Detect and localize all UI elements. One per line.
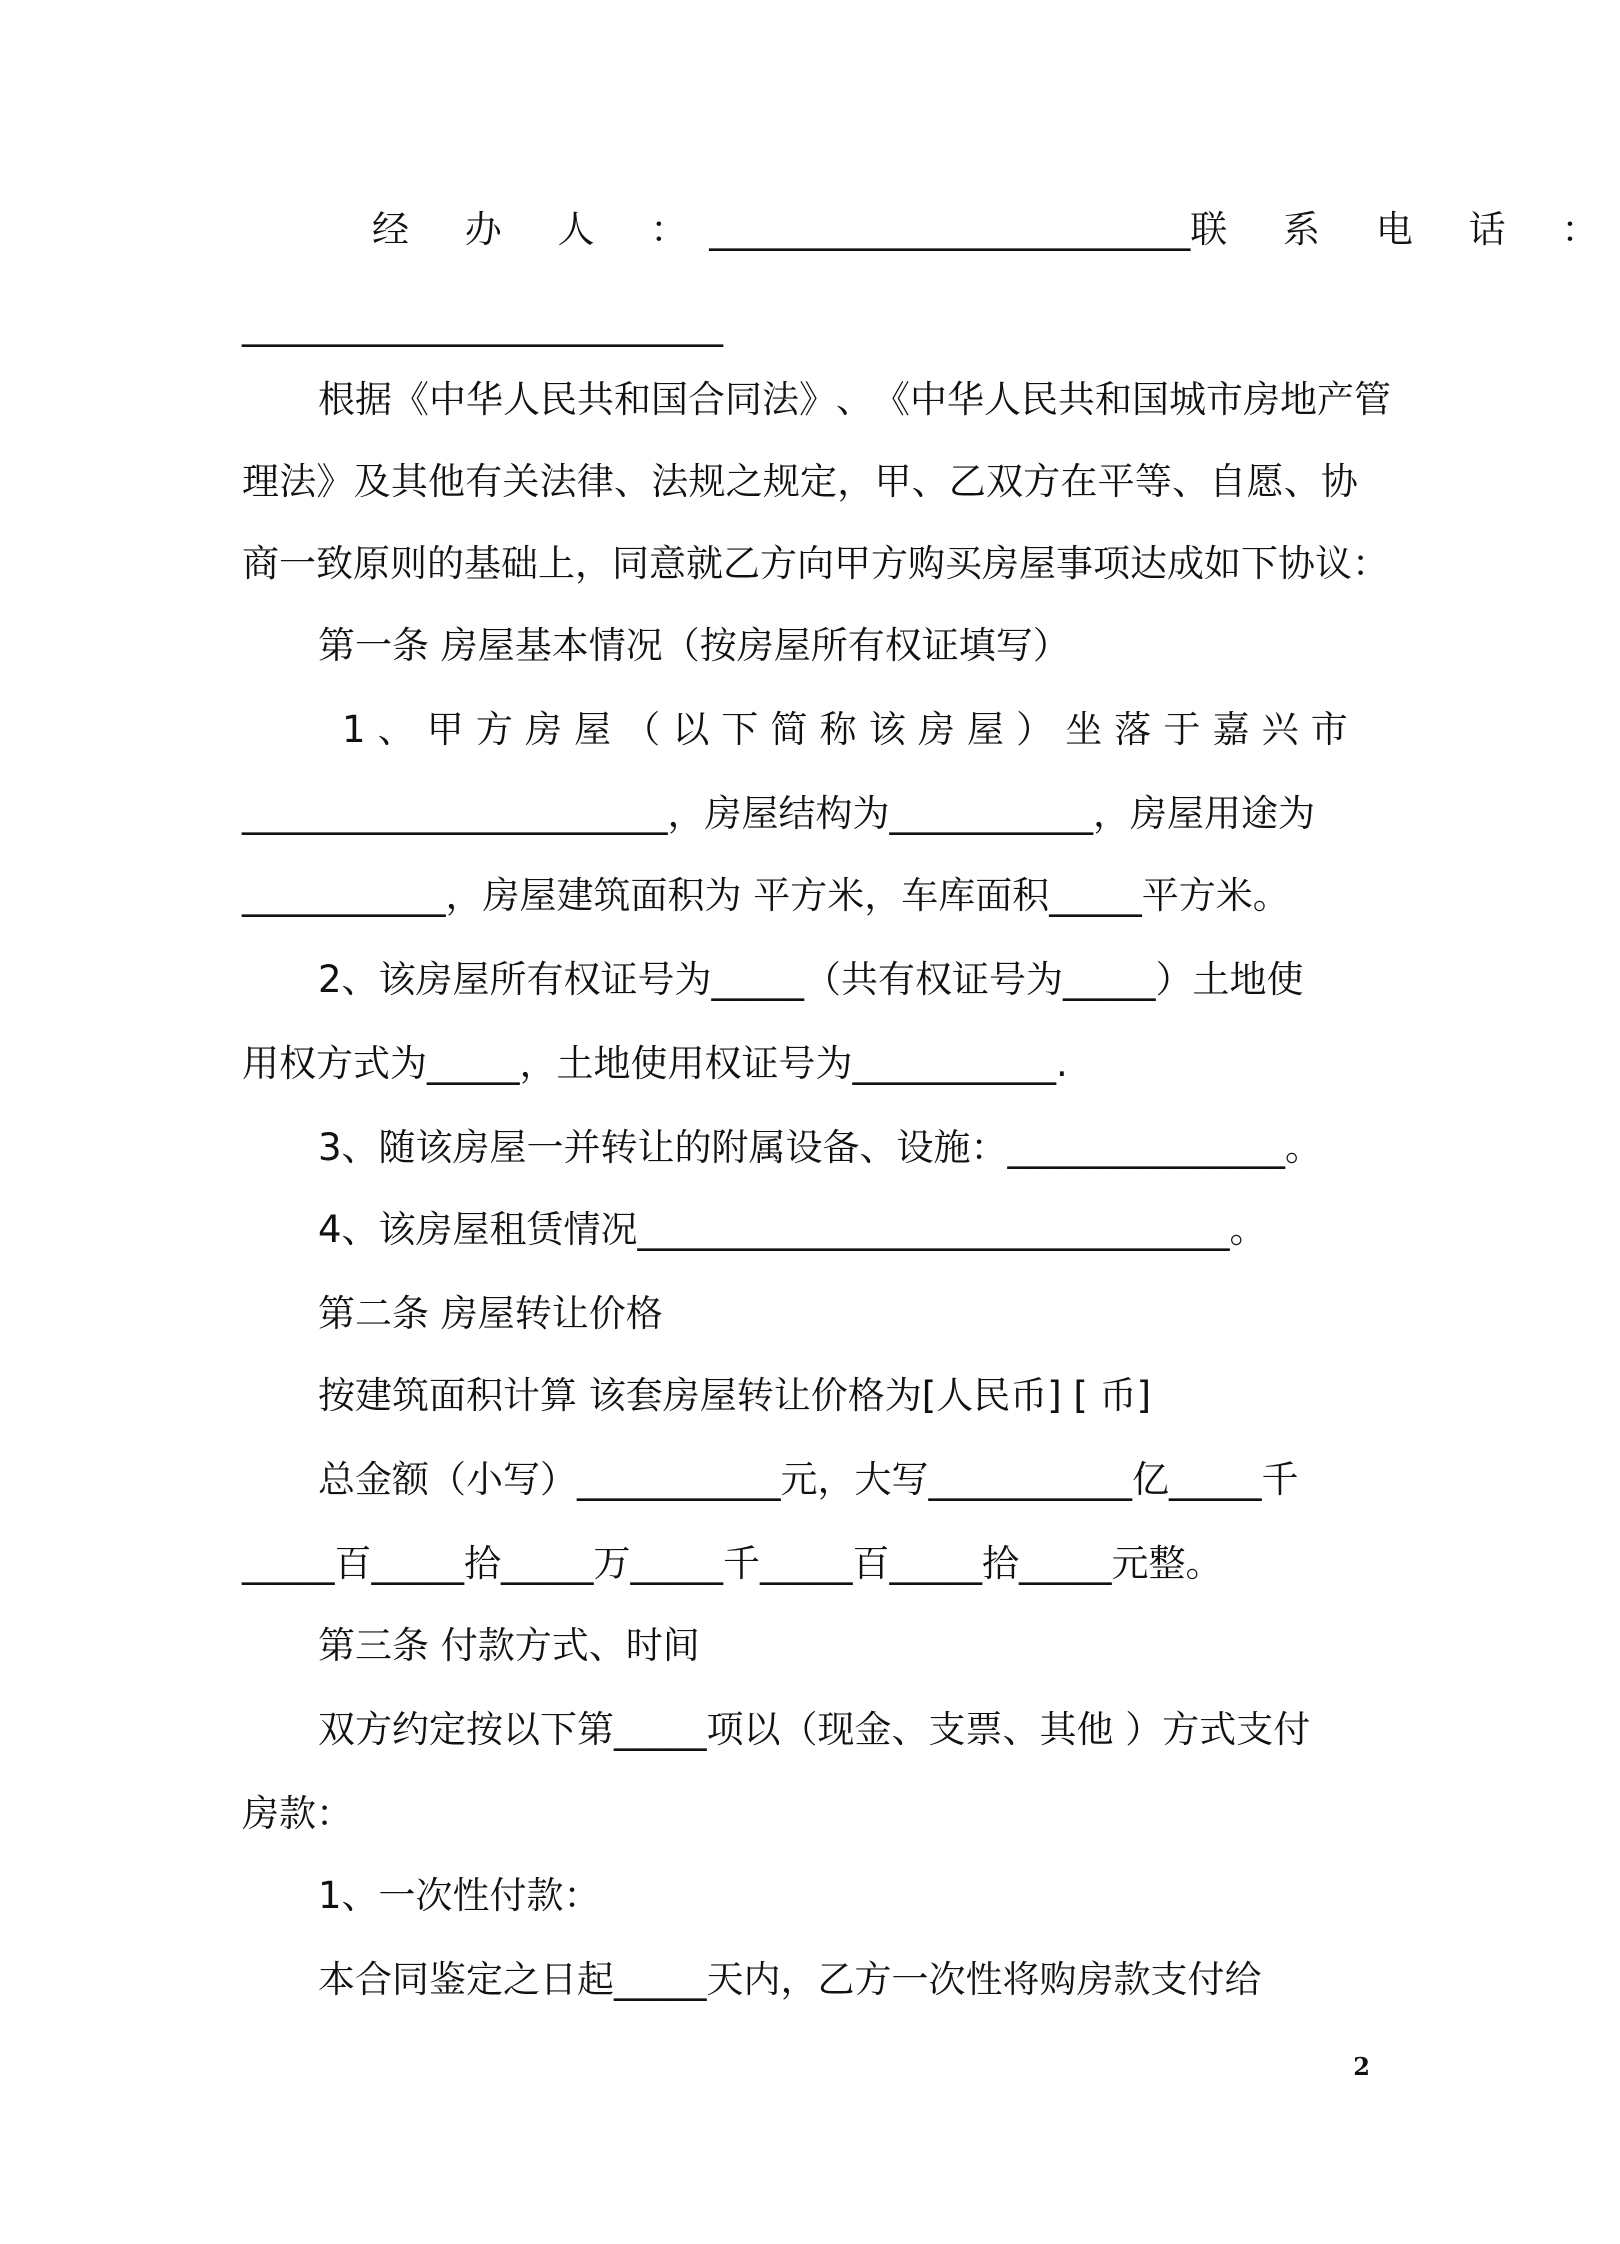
paragraph-line: 4、该房屋租赁情况________________________________。	[318, 1208, 1267, 1251]
phone-blank-line	[242, 302, 1358, 350]
paragraph-line: 商 一 致 原 则 的 基 础 上 ， 同 意 就 乙 方 向 甲 方 购 买 房 屋 事 项 达 成 如 下 协 议 ：	[242, 542, 1389, 585]
paragraph-line: _______________________，房屋结构为___________，房屋用途为	[242, 792, 1315, 835]
agent-blank: __________________________	[709, 208, 1191, 251]
agent-phone-line	[372, 206, 1620, 254]
paragraph-line: 按建筑面积计算 该套房屋转让价格为[人民币] [ 币]	[318, 1374, 1152, 1417]
section-heading: 第二条 房屋转让价格	[318, 1292, 663, 1335]
paragraph-line: 2、该房屋所有权证号为_____（共有权证号为_____）土地使	[318, 958, 1304, 1001]
section-heading: 第三条 付款方式、时间	[318, 1624, 700, 1667]
paragraph-line: 理 法 》 及 其 他 有 关 法 律 、 法 规 之 规 定 ， 甲 、 乙 双 方 在 平 等 、 自 愿 、 协	[242, 460, 1358, 503]
paragraph-line: _____百_____拾_____万_____千_____百_____拾_____元整。	[242, 1542, 1223, 1585]
paragraph-line: 用权方式为_____，土地使用权证号为___________.	[242, 1042, 1068, 1085]
paragraph-line: 1、一次性付款：	[318, 1874, 601, 1917]
section-heading: 第一条 房屋基本情况（按房屋所有权证填写）	[318, 624, 1070, 667]
paragraph-line: 双方约定按以下第_____项以（现金、支票、其他 ）方式支付	[318, 1708, 1311, 1751]
paragraph-line: 房款：	[242, 1792, 353, 1835]
paragraph-line: 本合同鉴定之日起_____天内，乙方一次性将购房款支付给	[318, 1958, 1262, 2001]
paragraph-line: ___________，房屋建筑面积为 平方米，车库面积_____平方米。	[242, 874, 1290, 917]
paragraph-line: 3、随该房屋一并转让的附属设备、设施：_______________。	[318, 1126, 1323, 1169]
phone-label: 联 系 电 话 ：	[1190, 208, 1620, 251]
page-number: 2	[1353, 2052, 1370, 2081]
phone-blank: __________________________	[242, 304, 723, 347]
paragraph-line: 总金额（小写）___________元，大写___________亿_____千	[318, 1458, 1299, 1501]
agent-label: 经 办 人 ：	[372, 208, 710, 251]
paragraph-line: 根 据 《 中 华 人 民 共 和 国 合 同 法 》 、 《 中 华 人 民 共 和 国 城 市 房 地 产 管	[318, 378, 1391, 421]
paragraph-line: 1 、 甲 方 房 屋 （ 以 下 简 称 该 房 屋 ） 坐 落 于 嘉 兴 市	[342, 708, 1358, 751]
